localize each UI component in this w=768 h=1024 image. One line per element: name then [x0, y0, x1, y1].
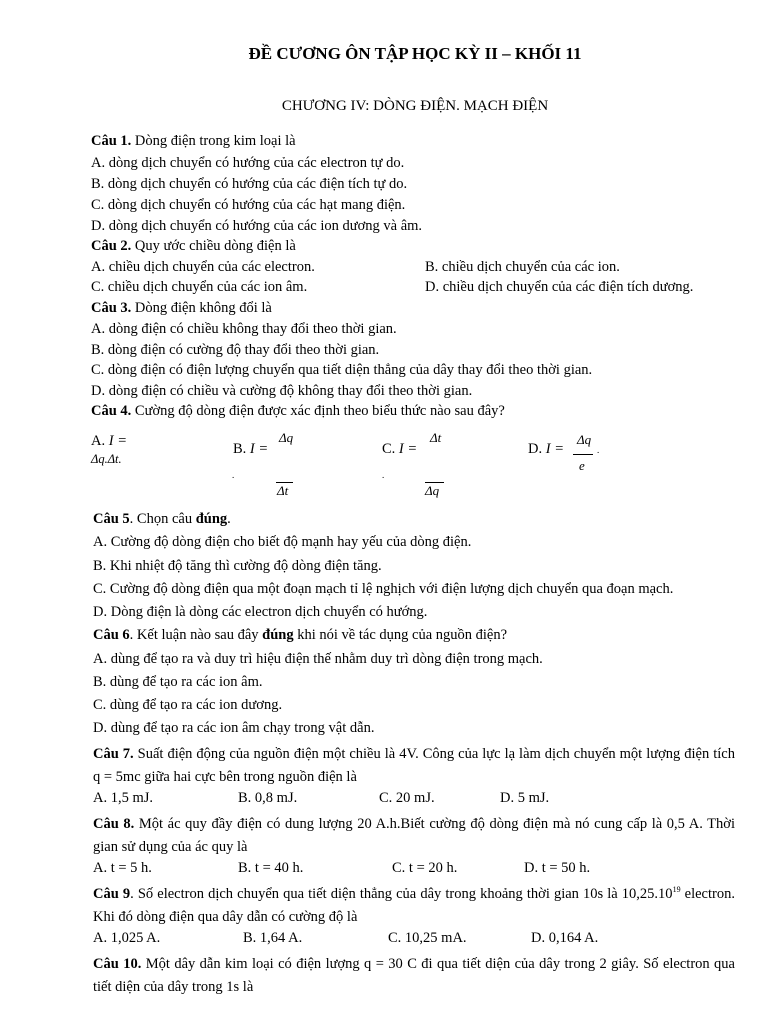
question-text-end: .: [227, 511, 231, 527]
question-text: Quy ước chiều dòng điện là: [131, 238, 296, 254]
chapter-heading: CHƯƠNG IV: DÒNG ĐIỆN. MẠCH ĐIỆN: [281, 98, 549, 114]
q9-option-d: D. 0,164 A.: [531, 930, 599, 946]
q6-option-a: A. dùng để tạo ra và duy trì hiệu điện thế nhằm duy trì dòng điện trong mạch.: [93, 651, 543, 667]
question-3: [91, 300, 272, 317]
q3-option-d: D. dòng điện có chiều và cường độ không thay đổi theo thời gian.: [91, 383, 473, 399]
q7-option-b: B. 0,8 mJ.: [238, 790, 298, 806]
q6-option-c: C. dùng để tạo ra các ion dương.: [93, 697, 283, 713]
option-label: D.: [528, 441, 543, 457]
q4-option-d: [528, 441, 564, 458]
question-text: Suất điện động của nguồn điện một chiều là 4V. Công của lực lạ làm dịch chuyển một lượng điện tích q = 5mc giữa hai cực bên trong nguồn điện là: [93, 746, 735, 785]
question-5: [93, 511, 231, 528]
formula-lhs: I =: [398, 441, 418, 457]
q5-option-c: C. Cường độ dòng điện qua một đoạn mạch tỉ lệ nghịch với điện lượng dịch chuyển qua đoạn mạch.: [93, 581, 674, 597]
q8-option-d: D. t = 50 h.: [524, 860, 591, 876]
q5-option-b: B. Khi nhiệt độ tăng thì cường độ dòng điện tăng.: [93, 558, 382, 574]
q2-option-b: B. chiều dịch chuyển của các ion.: [425, 259, 620, 275]
q7-option-c: C. 20 mJ.: [379, 790, 435, 806]
q5-option-d: D. Dòng điện là dòng các electron dịch chuyển có hướng.: [93, 604, 428, 620]
q2-option-a: A. chiều dịch chuyển của các electron.: [91, 259, 315, 275]
question-text: Cường độ dòng điện được xác định theo biểu thức nào sau đây?: [131, 403, 505, 419]
q6-option-d: D. dùng để tạo ra các ion âm chạy trong vật dẫn.: [93, 720, 375, 736]
q3-option-b: B. dòng điện có cường độ thay đổi theo thời gian.: [91, 342, 380, 358]
exponent: 19: [672, 885, 681, 895]
question-text: Một ác quy đầy điện có dung lượng 20 A.h.Biết cường độ dòng điện mà nó cung cấp là 0,5 A. Thời gian sử dụng của ác quy là: [93, 816, 735, 855]
question-text-end: electron. Khi đó dòng điện qua dây dẫn có cường độ là: [93, 886, 735, 925]
option-label: B.: [233, 441, 247, 457]
question-6: [93, 627, 507, 644]
question-label: Câu 6: [93, 627, 130, 643]
q3-option-c: C. dòng điện có điện lượng chuyển qua tiết diện thẳng của dây thay đổi theo thời gian.: [91, 362, 593, 378]
question-text: Một dây dẫn kim loại có điện lượng q = 30 C đi qua tiết diện của dây trong 2 giây. Số electron qua tiết diện của dây trong 1s là: [93, 956, 735, 995]
q4-c-dot: .: [382, 470, 385, 480]
question-text: . Kết luận nào sau đây: [129, 627, 263, 643]
question-label: Câu 8.: [93, 816, 135, 832]
question-10: [93, 953, 735, 999]
question-label: Câu 9: [93, 886, 131, 902]
question-text: . Chọn câu: [129, 511, 196, 527]
option-label: A.: [91, 433, 106, 449]
q9-option-a: A. 1,025 A.: [93, 930, 161, 946]
q4-b-denominator: Δt: [277, 483, 289, 498]
q4-d-denominator: e: [579, 458, 585, 473]
q2-option-c: C. chiều dịch chuyển của các ion âm.: [91, 279, 308, 295]
question-text-end: khi nói về tác dụng của nguồn điện?: [293, 627, 508, 643]
question-emphasis: đúng: [262, 627, 294, 643]
question-text: Dòng điện không đổi là: [131, 300, 272, 316]
formula-lhs: I =: [249, 441, 269, 457]
q4-c-denominator: Δq: [425, 483, 440, 498]
q4-d-fraction-bar: [573, 454, 593, 455]
question-label: Câu 1.: [91, 133, 132, 149]
question-4: [91, 403, 505, 420]
q4-c-numerator: Δt: [430, 430, 442, 445]
q1-option-b: B. dòng dịch chuyển có hướng của các điện tích tự do.: [91, 176, 408, 192]
q8-option-a: A. t = 5 h.: [93, 860, 152, 876]
question-label: Câu 5: [93, 511, 130, 527]
q5-option-a: A. Cường độ dòng điện cho biết độ mạnh hay yếu của dòng điện.: [93, 534, 472, 550]
question-label: Câu 4.: [91, 403, 132, 419]
q9-option-c: C. 10,25 mA.: [388, 930, 467, 946]
q3-option-a: A. dòng điện có chiều không thay đổi theo thời gian.: [91, 321, 397, 337]
q1-option-d: D. dòng dịch chuyển có hướng của các ion dương và âm.: [91, 218, 423, 234]
q9-option-b: B. 1,64 A.: [243, 930, 303, 946]
question-label: Câu 2.: [91, 238, 132, 254]
question-2: [91, 238, 296, 255]
formula-lhs: I =: [108, 433, 127, 449]
question-8: [93, 813, 735, 859]
q8-option-c: C. t = 20 h.: [392, 860, 458, 876]
question-emphasis: đúng: [195, 511, 228, 527]
option-label: C.: [382, 441, 396, 457]
q6-option-b: B. dùng để tạo ra các ion âm.: [93, 674, 263, 690]
q4-b-numerator: Δq: [279, 430, 294, 445]
question-text: . Số electron dịch chuyển qua tiết diện thẳng của dây trong khoảng thời gian 10s là 10,25.10: [130, 886, 673, 902]
question-label: Câu 7.: [93, 746, 134, 762]
question-label: Câu 10.: [93, 956, 142, 972]
formula-lhs: I =: [545, 441, 564, 457]
q1-option-a: A. dòng dịch chuyển có hướng của các electron tự do.: [91, 155, 405, 171]
question-9: [93, 883, 735, 929]
q7-option-a: A. 1,5 mJ.: [93, 790, 154, 806]
q4-option-c: [382, 441, 417, 458]
q4-d-dot: .: [597, 445, 600, 455]
q8-option-b: B. t = 40 h.: [238, 860, 304, 876]
q4-d-numerator: Δq: [577, 432, 592, 447]
question-label: Câu 3.: [91, 300, 132, 316]
q4-option-a-formula: Δq.Δt.: [91, 452, 122, 466]
question-7: [93, 743, 735, 789]
q2-option-d: D. chiều dịch chuyển của các điện tích dương.: [425, 279, 694, 295]
document-title: ĐỀ CƯƠNG ÔN TẬP HỌC KỲ II – KHỐI 11: [248, 44, 582, 63]
question-text: Dòng điện trong kim loại là: [131, 133, 296, 149]
q1-option-c: C. dòng dịch chuyển có hướng của các hạt mang điện.: [91, 197, 406, 213]
q4-option-b: [233, 441, 268, 458]
q4-option-a: [91, 433, 127, 450]
q4-b-dot: .: [232, 470, 235, 480]
q7-option-d: D. 5 mJ.: [500, 790, 550, 806]
question-1: [91, 133, 296, 150]
